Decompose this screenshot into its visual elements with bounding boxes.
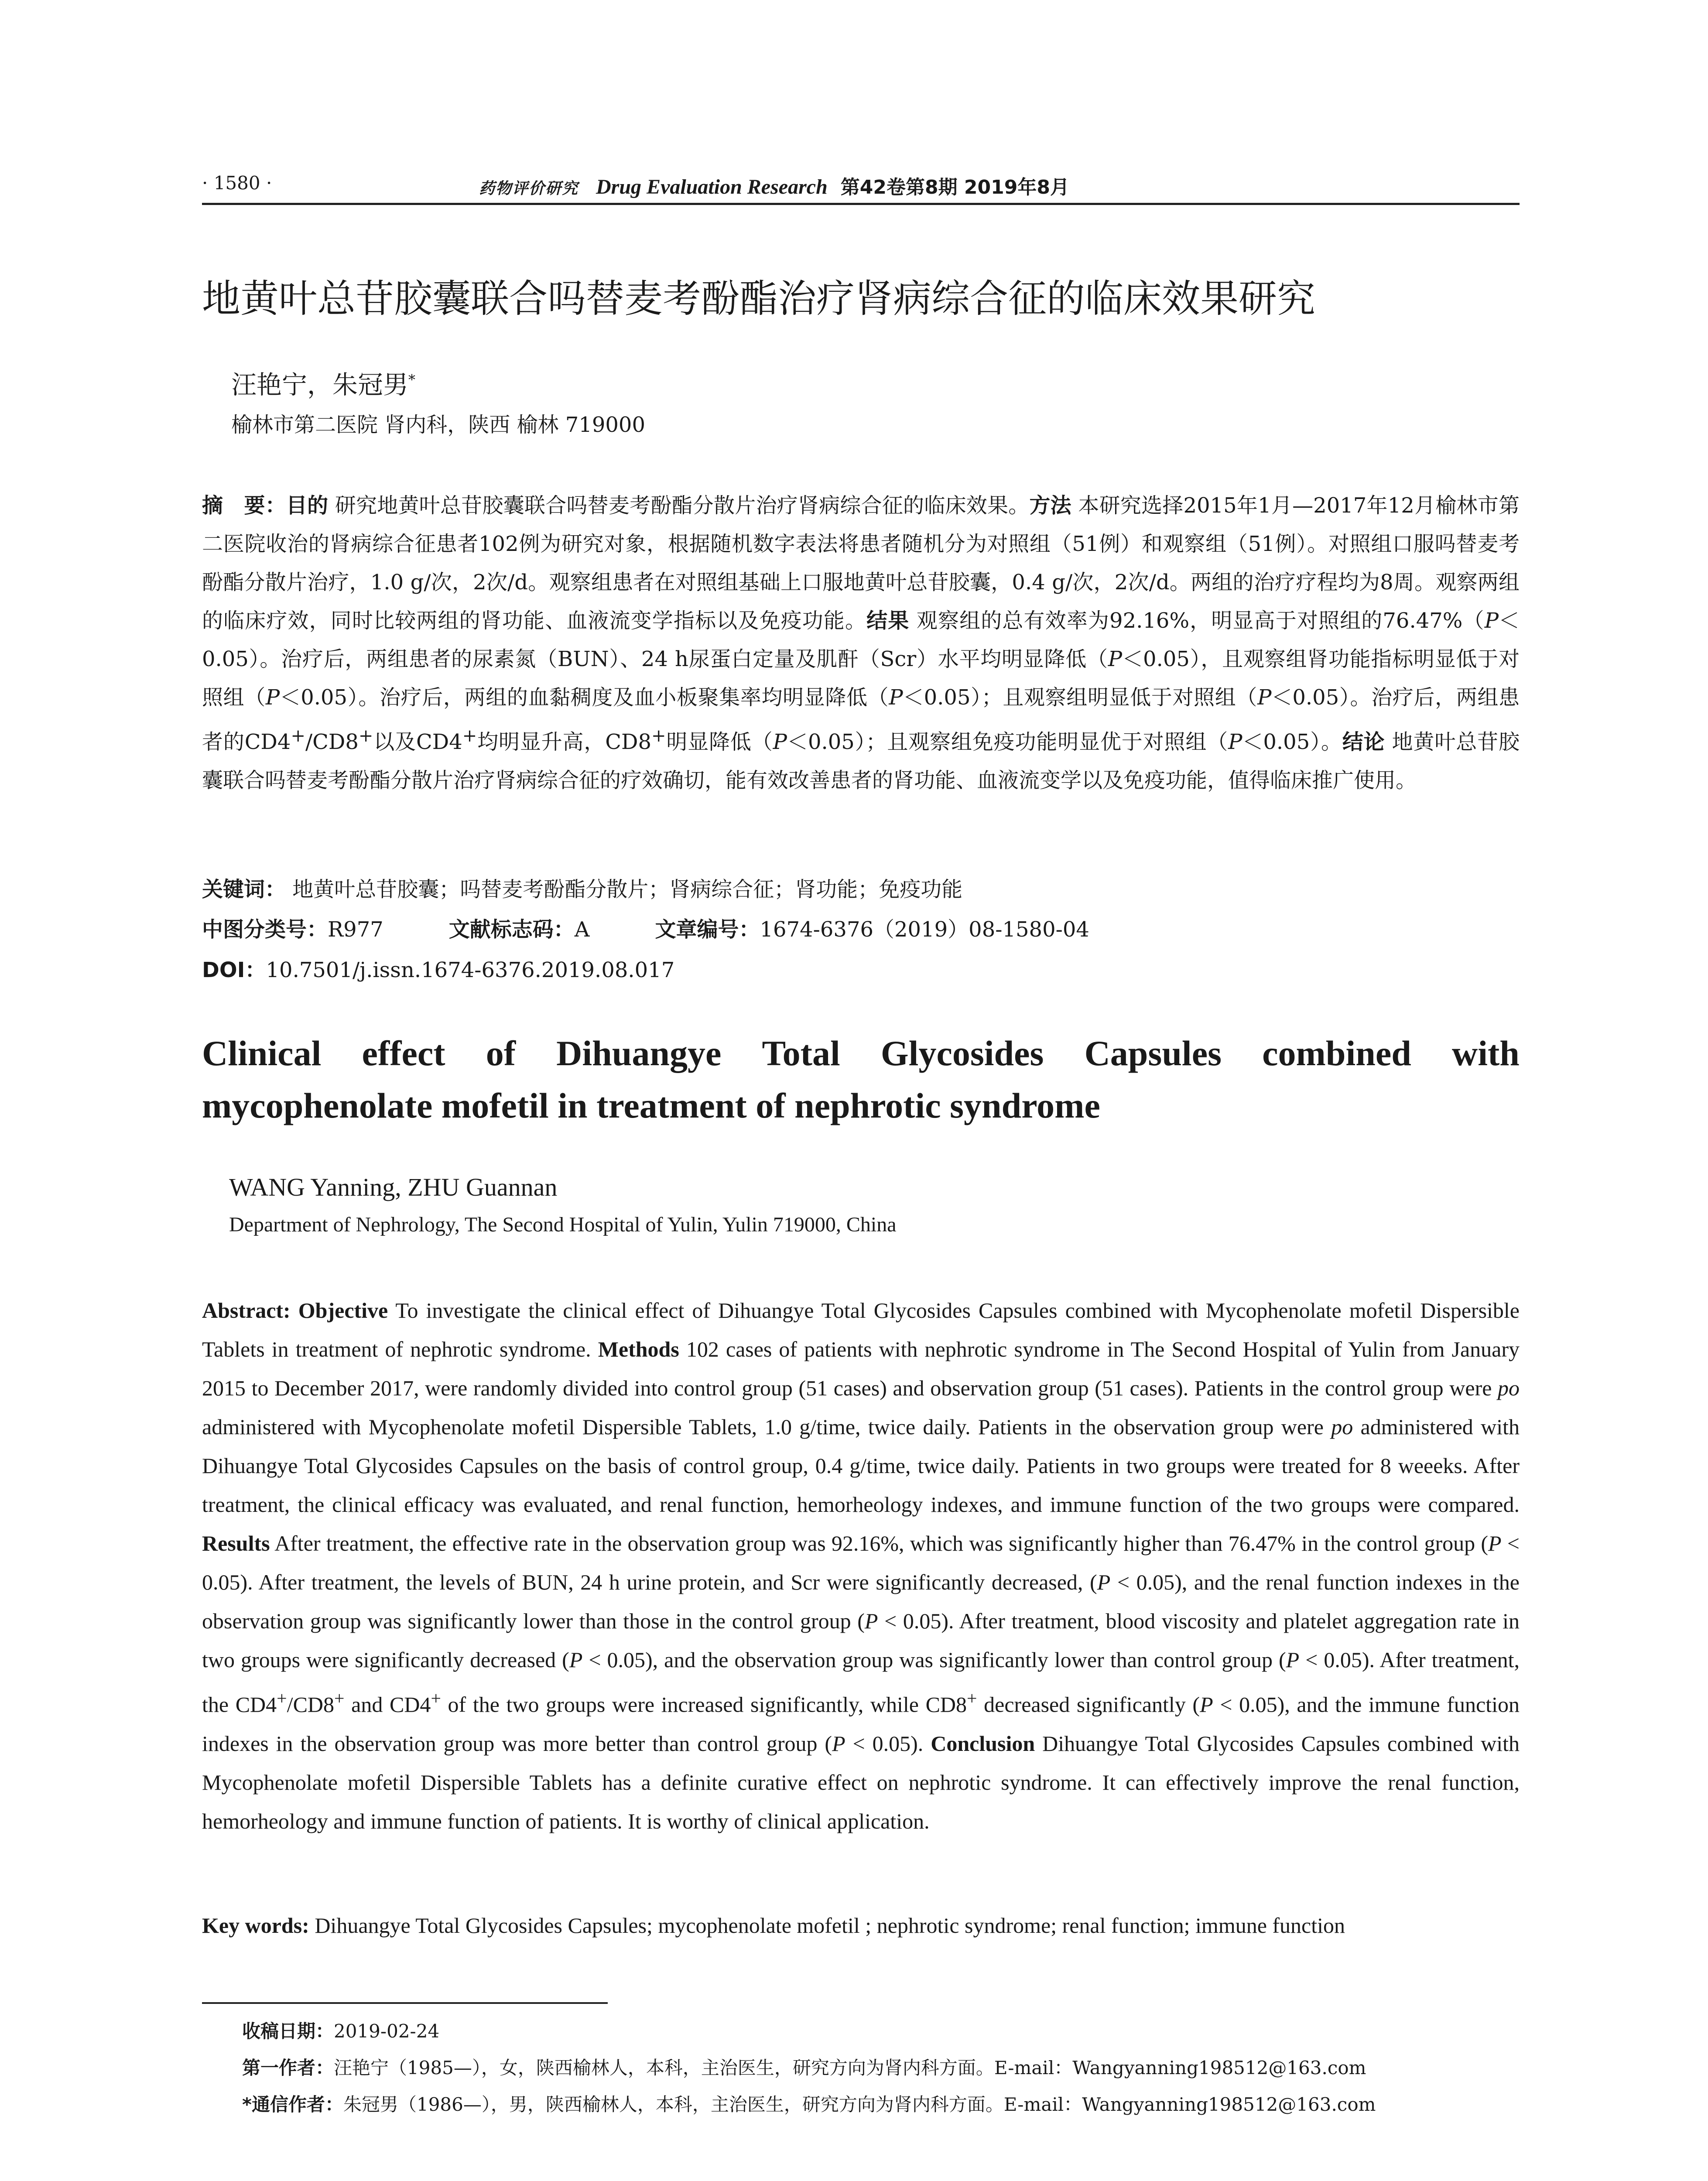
results-text: ＜0.05）。治疗后，两组患者的CD4 xyxy=(202,685,1520,754)
journal-issue: 第42卷第8期 2019年8月 xyxy=(840,176,1070,198)
doi-label: DOI： xyxy=(202,958,266,982)
methods-text: 本研究选择2015年1月—2017年12月榆林市第二医院收治的肾病综合征患者102例为研究对象，根据随机数字表法将患者随机分为对照组（51例）和观察组（51例）。对照组口服吗替麦考酚酯分散片治疗，1.0 g/次，2次/d。观察组患者在对照组基础上口服地黄叶总苷胶囊，0.4 g/次，2次/d。两组的治疗疗程均为8周。观察两组的临床疗效，同时比较两组的肾功能、血液流变学指标以及免疫功能。 xyxy=(202,493,1520,633)
objective-label: 目的 xyxy=(286,493,329,518)
results-text: ＜0.05）。 xyxy=(1242,730,1342,754)
methods-text: administered with Dihuangye Total Glycosides Capsules on the basis of control group, 0.4 g/time, twice daily. Patients in two groups were treated for 8 weeeks. After treatment, the clinical efficacy was evaluated, and renal function, hemorheology indexes, and immune function of the two groups were compared. xyxy=(202,1415,1520,1517)
superscript: + xyxy=(334,1689,345,1709)
results-text: 以及CD4 xyxy=(373,730,462,754)
corresponding-author-note xyxy=(242,2086,1529,2123)
keywords-text: 地黄叶总苷胶囊；吗替麦考酚酯分散片；肾病综合征；肾功能；免疫功能 xyxy=(292,877,963,902)
conclusion-label: Conclusion xyxy=(931,1731,1035,1756)
keywords-label: Key words: xyxy=(202,1913,309,1938)
clc-label: 中图分类号： xyxy=(202,917,328,942)
methods-text: 102 cases of patients with nephrotic syndrome in The Second Hospital of Yulin from January 2015 to December 2017, were randomly divided into control group (51 cases) and observation group (51 cases). Patients in the control group were xyxy=(202,1337,1520,1400)
classification-line xyxy=(202,913,1520,943)
results-text: /CD8 xyxy=(287,1692,335,1717)
english-title-line-2: mycophenolate mofetil in treatment of nephrotic syndrome xyxy=(202,1086,1100,1125)
clc-value: R977 xyxy=(328,917,383,942)
chinese-title: 地黄叶总苷胶囊联合吗替麦考酚酯治疗肾病综合征的临床效果研究 xyxy=(202,276,1316,321)
doi-value: 10.7501/j.issn.1674-6376.2019.08.017 xyxy=(266,958,675,982)
p-symbol: P xyxy=(832,1731,845,1756)
chinese-author-names: 汪艳宁，朱冠男 xyxy=(231,370,409,400)
keywords-text: Dihuangye Total Glycosides Capsules; mycophenolate mofetil ; nephrotic syndrome; renal function; immune function xyxy=(315,1913,1345,1938)
chinese-affiliation: 榆林市第二医院 肾内科，陕西 榆林 719000 xyxy=(231,413,646,437)
footnote-divider xyxy=(202,2002,608,2004)
received-date xyxy=(242,2013,1529,2050)
results-text: < 0.05). After treatment, the CD4 xyxy=(202,1648,1520,1717)
p-symbol: P xyxy=(569,1648,583,1672)
first-author-value: 汪艳宁（1985—），女，陕西榆林人，本科，主治医生，研究方向为肾内科方面。E-mail：Wangyanning198512@163.com xyxy=(334,2057,1366,2078)
english-keywords xyxy=(202,1913,1537,1938)
results-text: of the two groups were increased significantly, while CD8 xyxy=(441,1692,967,1717)
superscript: + xyxy=(431,1689,441,1709)
first-author-label: 第一作者： xyxy=(242,2057,334,2078)
doi-line xyxy=(202,953,1520,983)
title-word: with xyxy=(1451,1033,1520,1073)
conclusion-text: Dihuangye Total Glycosides Capsules combined with Mycophenolate mofetil Dispersible Tablets has a definite curative effect on nephrotic syndrome. It can effectively improve the renal function, hemorheology and immune function of patients. It is worthy of clinical application. xyxy=(202,1731,1520,1833)
p-symbol: P xyxy=(1286,1648,1300,1672)
objective-label: Objective xyxy=(298,1298,388,1323)
p-symbol: P xyxy=(1488,1531,1502,1555)
title-word: Dihuangye xyxy=(556,1033,722,1073)
title-word: Clinical xyxy=(202,1033,322,1073)
p-symbol: P xyxy=(773,730,787,754)
results-text: ＜0.05）。治疗后，两组患者的尿素氮（BUN）、24 h尿蛋白定量及肌酐（Scr）水平均明显降低（ xyxy=(202,608,1520,671)
title-word: Total xyxy=(762,1033,840,1073)
p-symbol: P xyxy=(265,685,280,710)
conclusion-label: 结论 xyxy=(1342,730,1385,754)
corresponding-mark: * xyxy=(408,371,416,388)
methods-label: Methods xyxy=(598,1337,679,1361)
results-text: < 0.05). After treatment, the levels of BUN, 24 h urine protein, and Scr were significantly decreased, ( xyxy=(202,1531,1520,1594)
results-text: 观察组的总有效率为92.16%，明显高于对照组的76.47%（ xyxy=(916,608,1485,633)
conclusion-text: 地黄叶总苷胶囊联合吗替麦考酚酯分散片治疗肾病综合征的疗效确切，能有效改善患者的肾功能、血液流变学以及免疫功能，值得临床推广使用。 xyxy=(202,730,1520,793)
english-authors: WANG Yanning, ZHU Guannan xyxy=(229,1173,558,1201)
p-symbol: P xyxy=(889,685,903,710)
results-text: < 0.05). After treatment, blood viscosity and platelet aggregation rate in two groups were significantly decreased ( xyxy=(202,1609,1520,1672)
results-text: ＜0.05）。治疗后，两组的血黏稠度及血小板聚集率均明显降低（ xyxy=(280,685,889,710)
received-value: 2019-02-24 xyxy=(334,2020,440,2042)
p-symbol: P xyxy=(1200,1692,1213,1717)
doc-code-label: 文献标志码： xyxy=(448,917,575,942)
results-text: and CD4 xyxy=(344,1692,431,1717)
po-term: po xyxy=(1331,1415,1353,1439)
p-symbol: P xyxy=(1097,1570,1111,1594)
title-word: Capsules xyxy=(1084,1033,1222,1073)
results-text: < 0.05), and the observation group was significantly lower than control group ( xyxy=(582,1648,1286,1672)
chinese-keywords xyxy=(202,872,1520,902)
corresponding-value: 朱冠男（1986—），男，陕西榆林人，本科，主治医生，研究方向为肾内科方面。E-mail：Wangyanning198512@163.com xyxy=(343,2094,1376,2115)
title-word: Glycosides xyxy=(880,1033,1044,1073)
title-word: effect xyxy=(362,1033,445,1073)
results-text: < 0.05). xyxy=(845,1731,924,1756)
footnotes xyxy=(242,2013,1529,2123)
journal-name xyxy=(479,171,1069,199)
english-abstract xyxy=(202,1291,1520,1841)
abstract-label: 摘 要： xyxy=(202,493,286,518)
p-symbol: P xyxy=(864,1609,878,1633)
doc-code-value: A xyxy=(574,917,590,942)
objective-text: 研究地黄叶总苷胶囊联合吗替麦考酚酯分散片治疗肾病综合征的临床效果。 xyxy=(335,493,1030,518)
results-label: 结果 xyxy=(866,608,910,633)
results-text: ＜0.05）；且观察组免疫功能明显优于对照组（ xyxy=(787,730,1229,754)
running-header xyxy=(202,168,1520,203)
slash: / xyxy=(305,730,313,754)
english-title xyxy=(202,1027,1520,1132)
p-symbol: P xyxy=(1257,685,1272,710)
page-number: · 1580 · xyxy=(202,172,272,194)
superscript: + xyxy=(967,1689,977,1709)
p-symbol: P xyxy=(1484,608,1499,633)
results-text: ＜0.05）；且观察组明显低于对照组（ xyxy=(903,685,1258,710)
english-affiliation: Department of Nephrology, The Second Hospital of Yulin, Yulin 719000, China xyxy=(229,1213,897,1236)
article-no-value: 1674-6376（2019）08-1580-04 xyxy=(760,917,1089,942)
results-text: CD8 xyxy=(312,730,359,754)
objective-text: To investigate the clinical effect of Dihuangye Total Glycosides Capsules combined with Mycophenolate mofetil Dispersible Tablets in treatment of nephrotic syndrome. xyxy=(202,1298,1520,1361)
english-title-line-1 xyxy=(202,1027,1520,1080)
header-divider xyxy=(202,203,1520,205)
abstract-label: Abstract: xyxy=(202,1298,291,1323)
chinese-authors xyxy=(231,364,415,401)
p-symbol: P xyxy=(1108,647,1123,671)
superscript: + xyxy=(291,726,305,746)
superscript: + xyxy=(358,726,373,746)
article-no-label: 文章编号： xyxy=(655,917,760,942)
results-text: decreased significantly ( xyxy=(977,1692,1200,1717)
title-word: of xyxy=(486,1033,516,1073)
p-symbol: P xyxy=(1228,730,1242,754)
results-text: < 0.05), and the immune function indexes in the observation group was more better than control group ( xyxy=(202,1692,1520,1756)
journal-logo: 药物评价研究 xyxy=(479,180,579,197)
title-word: combined xyxy=(1262,1033,1411,1073)
superscript: + xyxy=(277,1689,287,1709)
methods-label: 方法 xyxy=(1029,493,1071,518)
corresponding-label: *通信作者： xyxy=(242,2094,343,2115)
keywords-label: 关键词： xyxy=(202,877,286,902)
results-text: < 0.05), and the renal function indexes in the observation group was significantly lower than those in the control group ( xyxy=(202,1570,1520,1633)
po-term: po xyxy=(1498,1376,1520,1400)
superscript: + xyxy=(651,726,666,746)
first-author-note xyxy=(242,2050,1529,2086)
results-text: 均明显升高，CD8 xyxy=(477,730,651,754)
received-label: 收稿日期： xyxy=(242,2020,334,2042)
results-text: After treatment, the effective rate in the observation group was 92.16%, which was significantly higher than 76.47% in the control group ( xyxy=(274,1531,1488,1555)
chinese-abstract xyxy=(202,486,1520,800)
superscript: + xyxy=(462,726,477,746)
results-text: ＜0.05），且观察组肾功能指标明显低于对照组（ xyxy=(202,647,1520,710)
methods-text: administered with Mycophenolate mofetil Dispersible Tablets, 1.0 g/time, twice daily. Patients in the observation group were xyxy=(202,1415,1324,1439)
journal-english-name: Drug Evaluation Research xyxy=(596,175,828,198)
results-text: 明显降低（ xyxy=(666,730,773,754)
results-label: Results xyxy=(202,1531,270,1555)
